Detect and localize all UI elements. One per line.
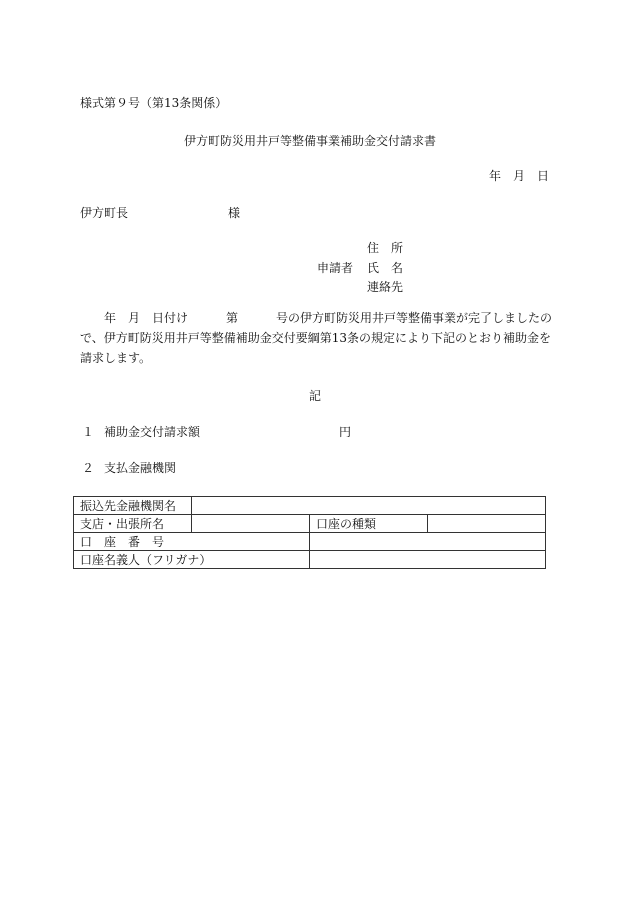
holder-label-cell: 口座名義人（フリガナ）	[74, 551, 310, 569]
table-row	[74, 497, 546, 515]
item-number: １	[82, 425, 95, 439]
holder-value-cell[interactable]	[310, 551, 546, 569]
body-number-prefix: 第	[226, 311, 239, 325]
item-number: ２	[82, 461, 95, 475]
applicant-contact-label: 連絡先	[367, 280, 404, 294]
table-row	[74, 551, 546, 569]
account-type-value-cell[interactable]	[428, 515, 546, 533]
body-date-prefix: 年 月 日付け	[104, 311, 189, 325]
applicant-name-label: 氏 名	[367, 261, 404, 275]
addressee-honorific: 様	[228, 206, 241, 220]
addressee-name: 伊方町長	[80, 206, 129, 220]
request-paragraph	[80, 308, 555, 368]
applicant-role-label: 申請者	[317, 261, 354, 275]
branch-value-cell[interactable]	[192, 515, 310, 533]
body-text: 号の伊方町防災用井戸等整備事業が完了しましたので、伊方町防災用井戸等整備補助金交付要綱第13条の規定により下記のとおり補助金を請求します。	[80, 311, 553, 365]
document-title: 伊方町防災用井戸等整備事業補助金交付請求書	[184, 134, 437, 148]
applicant-address-label: 住 所	[367, 241, 404, 255]
form-number: 様式第９号（第13条関係）	[80, 96, 228, 110]
item-unit-yen: 円	[339, 425, 352, 439]
branch-label-cell: 支店・出張所名	[74, 515, 192, 533]
bank-info-table	[73, 496, 546, 569]
account-type-label-cell: 口座の種類	[310, 515, 428, 533]
account-number-label-cell: 口 座 番 号	[74, 533, 310, 551]
ki-heading: 記	[309, 389, 322, 403]
date-line: 年 月 日	[489, 169, 550, 183]
table-row	[74, 515, 546, 533]
account-number-value-cell[interactable]	[310, 533, 546, 551]
institution-value-cell[interactable]	[192, 497, 546, 515]
item-label-request-amount: 補助金交付請求額	[104, 425, 201, 439]
table-row	[74, 533, 546, 551]
institution-label-cell: 振込先金融機関名	[74, 497, 192, 515]
item-label-payment-institution: 支払金融機関	[104, 461, 177, 475]
